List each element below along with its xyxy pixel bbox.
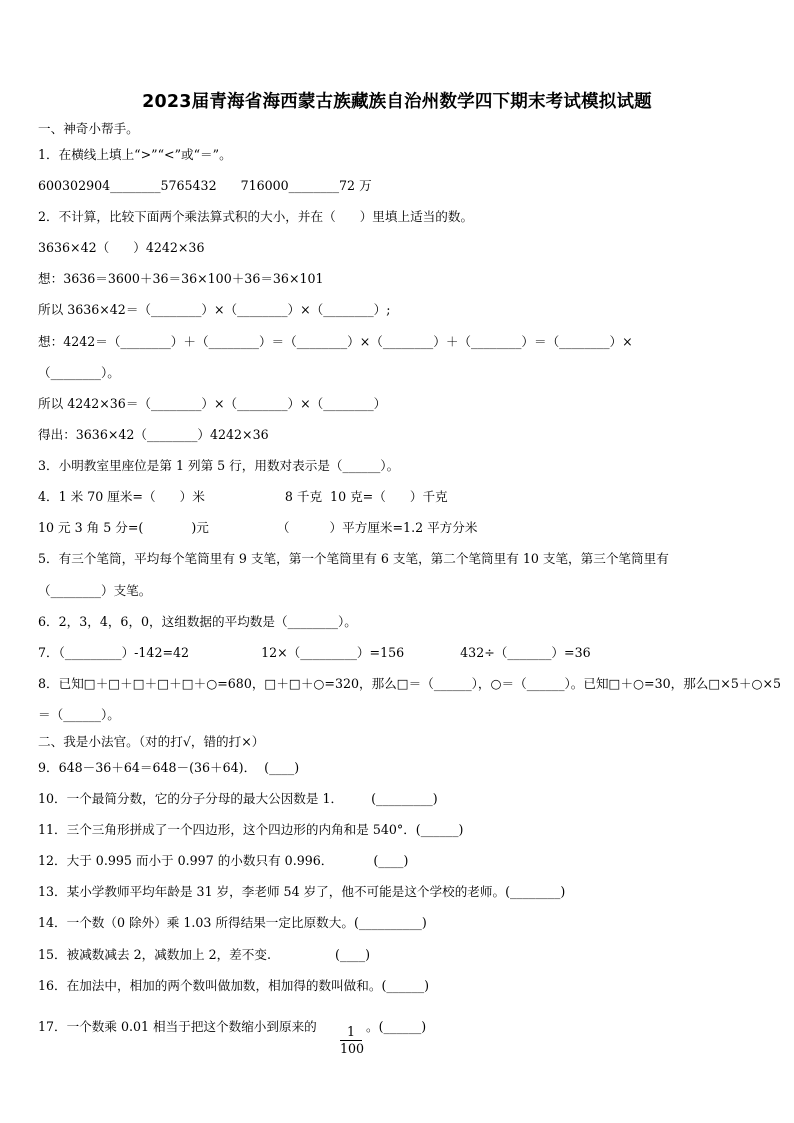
- text-line-content: 8．已知□＋□＋□＋□＋□＋○=680，□＋□＋○=320，那么□＝（______），○＝（______）。已知□＋○=30，那么□×5＋○×5: [38, 676, 782, 691]
- text-line-content: 9．648－36＋64＝648－(36＋64)． (____): [38, 760, 300, 775]
- text-line-content: （________）。: [38, 365, 120, 380]
- text-line: [38, 614, 357, 630]
- text-line-content: 1．在横线上填上“>”“<”或“＝”。: [38, 147, 232, 162]
- text-line: [38, 947, 370, 963]
- text-line: [38, 884, 565, 900]
- text-line: [38, 734, 264, 750]
- text-line: [38, 240, 204, 256]
- text-line-content: 15．被减数减去 2，减数加上 2，差不变. (____): [38, 947, 371, 962]
- text-line: [38, 1019, 317, 1035]
- fraction-numerator: 1: [340, 1025, 362, 1041]
- text-line: [38, 760, 299, 776]
- text-line-content: （________）支笔。: [38, 583, 152, 598]
- text-line-content: 10 元 3 角 5 分=( )元 （ ）平方厘米=1.2 平方分米: [38, 520, 478, 535]
- text-line-content: 7．（_________）-142=42 12×（_________）=156 432÷（_______）=36: [38, 645, 591, 660]
- text-line: [38, 209, 473, 225]
- text-line-content: 13．某小学教师平均年龄是 31 岁，李老师 54 岁了，他不可能是这个学校的老师。(________): [38, 884, 566, 899]
- text-line: [38, 334, 633, 350]
- page-title: 2023届青海省海西蒙古族藏族自治州数学四下期末考试模拟试题: [142, 92, 652, 112]
- text-line: [38, 707, 120, 723]
- text-line-content: 想：3636＝3600＋36＝36×100＋36＝36×101: [38, 271, 324, 286]
- text-line: [38, 520, 477, 536]
- text-line-content: 6．2，3，4，6，0，这组数据的平均数是（________）。: [38, 614, 357, 629]
- text-line: [38, 178, 372, 194]
- text-line: [38, 853, 408, 869]
- text-line-content: 16．在加法中，相加的两个数叫做加数，相加得的数叫做和。(______): [38, 978, 430, 993]
- text-line-content: 想：4242＝（________）＋（________）＝（________）×（________）＋（________）＝（________）×: [38, 334, 633, 349]
- text-line-content: 2．不计算，比较下面两个乘法算式积的大小，并在（ ）里填上适当的数。: [38, 209, 474, 224]
- text-line-content: 17．一个数乘 0.01 相当于把这个数缩小到原来的: [38, 1019, 317, 1034]
- text-line: [38, 978, 429, 994]
- text-line: [38, 915, 427, 931]
- text-line: [38, 396, 386, 412]
- fraction-denominator: 100: [340, 1041, 365, 1056]
- text-line-content: 所以 3636×42＝（________）×（________）×（________）;: [38, 302, 391, 317]
- text-line: [38, 302, 390, 318]
- text-line-content: 5．有三个笔筒，平均每个笔筒里有 9 支笔，第一个笔筒里有 6 支笔，第二个笔筒里有 10 支笔，第三个笔筒里有: [38, 551, 669, 566]
- text-line-content: 600302904________5765432 716000________72 万: [38, 178, 372, 193]
- text-line-content: 4．1 米 70 厘米=（ ）米 8 千克 10 克=（ ）千克: [38, 489, 448, 504]
- text-line-content: 得出：3636×42（________）4242×36: [38, 427, 269, 442]
- text-line-content: 12．大于 0.995 而小于 0.997 的小数只有 0.996． (____): [38, 853, 409, 868]
- text-line-content: 所以 4242×36＝（________）×（________）×（________）: [38, 396, 387, 411]
- text-line: [38, 271, 324, 287]
- text-line-content: 10．一个最简分数，它的分子分母的最大公因数是 1． (_________): [38, 791, 438, 806]
- text-line: [38, 121, 139, 137]
- text-line: [38, 583, 151, 599]
- text-line-content: 3636×42（ ）4242×36: [38, 240, 205, 255]
- text-line: [38, 365, 120, 381]
- text-line: [38, 427, 269, 443]
- text-line-content: ＝（______）。: [38, 707, 120, 722]
- text-line: [38, 551, 669, 567]
- text-line-content: 14．一个数（0 除外）乘 1.03 所得结果一定比原数大。(__________): [38, 915, 427, 930]
- text-line-content: 3．小明教室里座位是第 1 列第 5 行，用数对表示是（______）。: [38, 458, 400, 473]
- text-line-content: 11．三个三角形拼成了一个四边形，这个四边形的内角和是 540°．(______): [38, 822, 464, 837]
- text-line-content: 二、我是小法官。（对的打√，错的打×）: [38, 734, 265, 749]
- text-line: [38, 791, 438, 807]
- fraction-one-hundredth: [340, 1024, 365, 1056]
- text-line: [38, 645, 591, 661]
- q17-answer-blank: 。(______): [366, 1019, 427, 1034]
- text-line: [38, 676, 781, 692]
- text-line: [38, 489, 448, 505]
- text-line: [38, 458, 399, 474]
- text-line: [38, 147, 232, 163]
- text-line: [38, 822, 463, 838]
- text-line-content: 一、神奇小帮手。: [38, 121, 139, 136]
